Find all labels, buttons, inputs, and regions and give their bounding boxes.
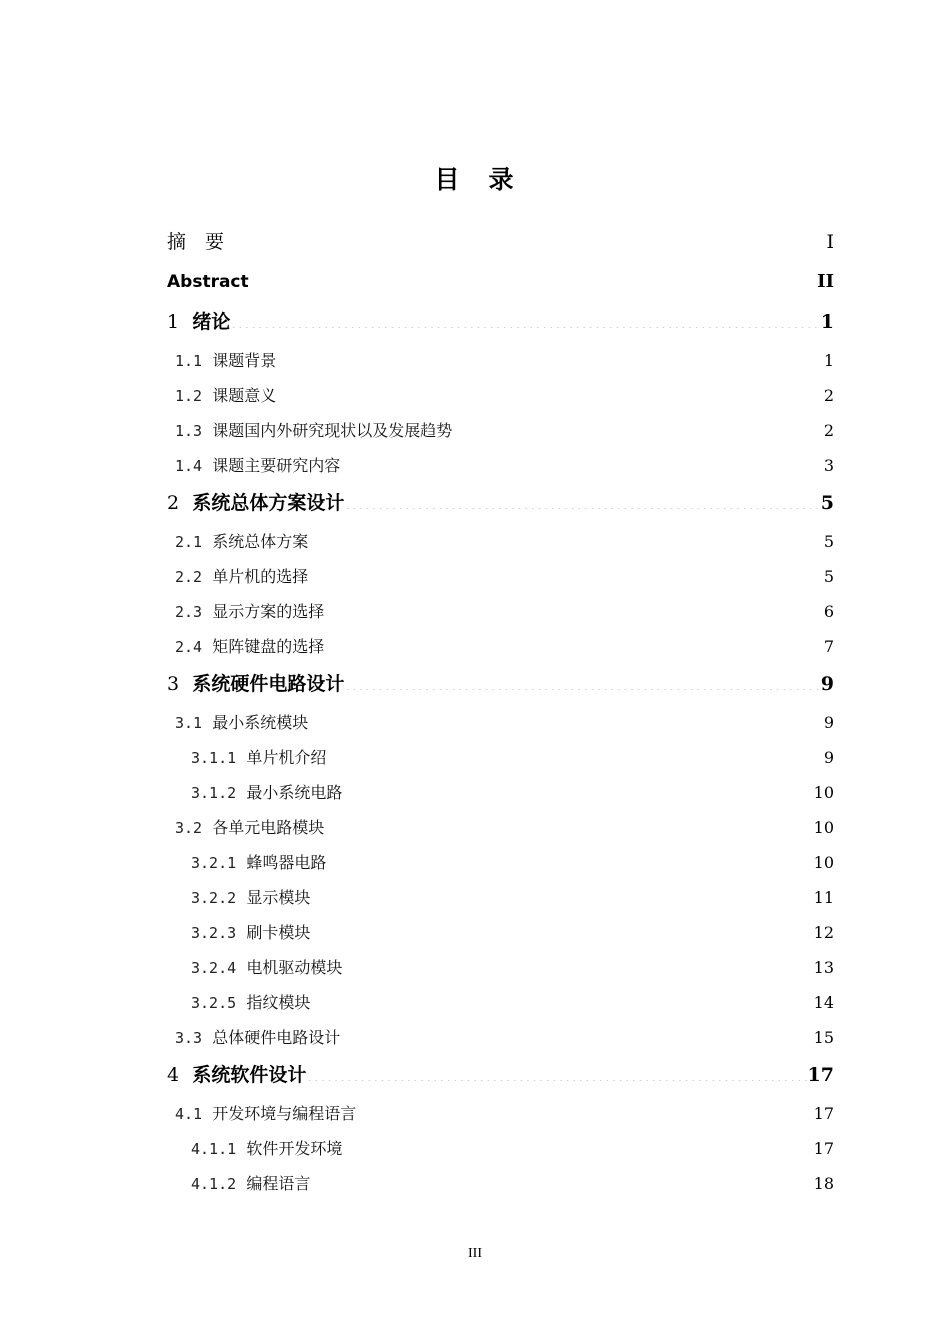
toc-page-number: 7 (823, 637, 834, 656)
toc-entry-label: 系统硬件电路设计 (192, 673, 345, 695)
dot-leader (342, 779, 813, 798)
toc-entry-2-1[interactable] (167, 524, 834, 559)
toc-page-number: II (817, 271, 834, 292)
dot-leader (452, 417, 824, 436)
toc-entry-chapter-4[interactable] (167, 1055, 834, 1096)
toc-entry-3-1-2[interactable] (167, 775, 834, 810)
toc-entry-label: 显示方案的选择 (212, 602, 325, 621)
toc-entry-label: 系统总体方案设计 (192, 492, 345, 514)
dot-leader (249, 267, 818, 287)
toc-page-number: 18 (813, 1174, 834, 1193)
toc-page-number: 3 (823, 456, 834, 475)
toc-entry-number: 3.3 (175, 1029, 203, 1047)
toc-entry-label: 电机驱动模块 (246, 958, 343, 977)
dot-leader (324, 598, 824, 617)
toc-entry-label: 显示模块 (246, 888, 311, 907)
toc-entry-4-1-1[interactable] (167, 1131, 834, 1166)
toc-page-number: 5 (823, 532, 834, 551)
toc-entry-number: 3.2.3 (191, 924, 237, 942)
toc-entry-chapter-1[interactable] (167, 302, 834, 343)
toc-entry-3-2-2[interactable] (167, 880, 834, 915)
toc-page-number: 10 (813, 818, 834, 837)
toc-entry-number: 2.4 (175, 638, 203, 656)
toc-entry-number: 1.3 (175, 422, 203, 440)
toc-entry-number: 2.2 (175, 568, 203, 586)
toc-entry-label: Abstract (167, 272, 249, 292)
toc-entry-number: 3.2.1 (191, 854, 237, 872)
toc-page-number: 5 (820, 492, 834, 514)
toc-entry-number: 2.3 (175, 603, 203, 621)
toc-page-number: 9 (823, 748, 834, 767)
page-number: III (468, 1246, 482, 1261)
toc-page-number: 17 (807, 1064, 834, 1086)
table-of-contents (167, 222, 834, 1201)
toc-page-number: 12 (813, 923, 834, 942)
toc-entry-label: 单片机介绍 (246, 748, 327, 767)
toc-entry-number: 3.1 (175, 714, 203, 732)
toc-entry-number: 4.1.2 (191, 1175, 237, 1193)
dot-leader (326, 849, 813, 868)
toc-page-number: 17 (813, 1104, 834, 1123)
toc-entry-3-1[interactable] (167, 705, 834, 740)
dot-leader (308, 528, 824, 547)
dot-leader (340, 452, 824, 471)
dot-leader (310, 1170, 813, 1189)
toc-entry-label: 软件开发环境 (246, 1139, 343, 1158)
toc-entry-4-1-2[interactable] (167, 1166, 834, 1201)
toc-entry-number: 4.1.1 (191, 1140, 237, 1158)
toc-page-number: 14 (813, 993, 834, 1012)
dot-leader (324, 633, 824, 652)
toc-entry-chapter-2[interactable] (167, 483, 834, 524)
toc-entry-3-2[interactable] (167, 810, 834, 845)
toc-entry-number: 1.4 (175, 457, 203, 475)
toc-entry-label: 刷卡模块 (246, 923, 311, 942)
toc-entry-label: 摘 要 (167, 231, 225, 253)
toc-entry-number: 1.2 (175, 387, 203, 405)
toc-entry-number: 3.2.5 (191, 994, 237, 1012)
toc-page-number: 10 (813, 783, 834, 802)
dot-leader (224, 225, 826, 248)
toc-entry-number: 2.1 (175, 533, 203, 551)
toc-page-number: 2 (823, 421, 834, 440)
page-title: 目 录 (434, 165, 516, 194)
toc-entry-number: 3.1.1 (191, 749, 237, 767)
dot-leader (308, 709, 824, 728)
toc-entry-3-2-3[interactable] (167, 915, 834, 950)
toc-page-number: 10 (813, 853, 834, 872)
toc-entry-number: 3 (167, 673, 180, 695)
dot-leader (342, 1135, 813, 1154)
dot-leader (276, 347, 824, 366)
toc-entry-label: 课题意义 (212, 386, 277, 405)
toc-entry-2-4[interactable] (167, 629, 834, 664)
toc-entry-1-3[interactable] (167, 413, 834, 448)
toc-entry-label: 课题背景 (212, 351, 277, 370)
dot-leader (310, 989, 813, 1008)
toc-entry-label: 矩阵键盘的选择 (212, 637, 325, 656)
dot-leader (344, 667, 820, 690)
dot-leader (326, 744, 823, 763)
toc-page-number: 17 (813, 1139, 834, 1158)
toc-entry-label: 各单元电路模块 (212, 818, 325, 837)
toc-page-number: 9 (820, 673, 834, 695)
toc-entry-label: 编程语言 (246, 1174, 311, 1193)
toc-page-number: 1 (823, 351, 834, 370)
toc-page-number: 1 (820, 311, 834, 333)
toc-entry-number: 1 (167, 311, 180, 333)
dot-leader (276, 382, 824, 401)
toc-entry-zhaiyao[interactable] (167, 222, 834, 262)
toc-entry-1-1[interactable] (167, 343, 834, 378)
dot-leader (308, 563, 824, 582)
dot-leader (310, 919, 813, 938)
dot-leader (230, 305, 820, 328)
toc-entry-label: 总体硬件电路设计 (212, 1028, 341, 1047)
toc-entry-1-4[interactable] (167, 448, 834, 483)
toc-entry-3-2-1[interactable] (167, 845, 834, 880)
toc-page-number: 2 (823, 386, 834, 405)
dot-leader (306, 1058, 807, 1081)
dot-leader (324, 814, 813, 833)
toc-entry-label: 蜂鸣器电路 (246, 853, 327, 872)
toc-entry-label: 开发环境与编程语言 (212, 1104, 357, 1123)
toc-entry-label: 系统总体方案 (212, 532, 309, 551)
toc-entry-chapter-3[interactable] (167, 664, 834, 705)
toc-entry-2-3[interactable] (167, 594, 834, 629)
toc-page-number: 6 (823, 602, 834, 621)
toc-entry-number: 3.2.4 (191, 959, 237, 977)
dot-leader (356, 1100, 813, 1119)
toc-entry-label: 课题国内外研究现状以及发展趋势 (212, 421, 453, 440)
toc-entry-abstract[interactable] (167, 262, 834, 302)
toc-entry-number: 2 (167, 492, 180, 514)
toc-entry-label: 绪论 (192, 311, 231, 333)
toc-entry-1-2[interactable] (167, 378, 834, 413)
toc-entry-number: 4.1 (175, 1105, 203, 1123)
toc-entry-label: 最小系统电路 (246, 783, 343, 802)
toc-entry-label: 指纹模块 (246, 993, 311, 1012)
dot-leader (342, 954, 813, 973)
toc-entry-number: 3.2.2 (191, 889, 237, 907)
toc-entry-3-2-5[interactable] (167, 985, 834, 1020)
toc-entry-label: 课题主要研究内容 (212, 456, 341, 475)
toc-page-number: 5 (823, 567, 834, 586)
toc-entry-label: 最小系统模块 (212, 713, 309, 732)
dot-leader (310, 884, 813, 903)
dot-leader (340, 1024, 813, 1043)
toc-entry-label: 系统软件设计 (192, 1064, 307, 1086)
toc-page-number: 15 (813, 1028, 834, 1047)
toc-page-number: I (826, 231, 834, 253)
toc-entry-3-2-4[interactable] (167, 950, 834, 985)
toc-entry-number: 3.2 (175, 819, 203, 837)
toc-page-number: 13 (813, 958, 834, 977)
toc-entry-number: 3.1.2 (191, 784, 237, 802)
toc-entry-3-3[interactable] (167, 1020, 834, 1055)
toc-entry-number: 1.1 (175, 352, 203, 370)
toc-entry-2-2[interactable] (167, 559, 834, 594)
dot-leader (344, 486, 820, 509)
toc-entry-label: 单片机的选择 (212, 567, 309, 586)
toc-entry-4-1[interactable] (167, 1096, 834, 1131)
toc-entry-number: 4 (167, 1064, 180, 1086)
toc-page-number: 9 (823, 713, 834, 732)
toc-page-number: 11 (813, 888, 834, 907)
toc-entry-3-1-1[interactable] (167, 740, 834, 775)
